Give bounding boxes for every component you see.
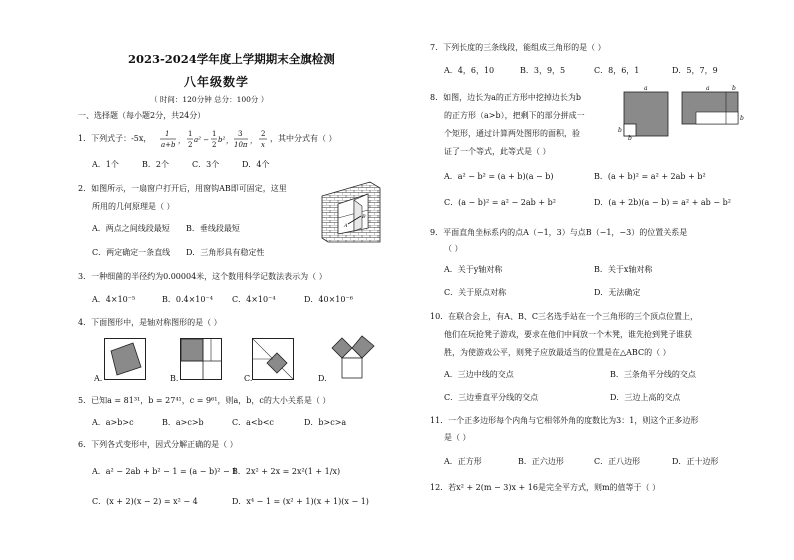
q8-fig-label-b3: b	[732, 85, 736, 92]
q3-option-b[interactable]: B．0.4×10⁻⁴	[162, 295, 213, 304]
q9-option-a[interactable]: A．关于y轴对称	[444, 265, 503, 274]
svg-text:2: 2	[188, 141, 193, 149]
svg-text:10π: 10π	[234, 141, 248, 149]
q3-option-d[interactable]: D．40×10⁻⁶	[304, 295, 353, 304]
q7-option-b[interactable]: B．3，9，5	[520, 66, 566, 75]
q6-option-b[interactable]: B．2x² + 2x = 2x²(1 + 1/x)	[232, 467, 341, 476]
q2-window-figure	[318, 180, 384, 246]
q4-option-d[interactable]: D.	[318, 374, 327, 383]
q8-option-a[interactable]: A．a² − b² = (a + b)(a − b)	[444, 172, 554, 181]
q4-option-a[interactable]: A.	[94, 374, 103, 383]
q10-line1: 10．在联合会上，有A、B、C三名选手站在一个三角形的三个顶点位置上，	[430, 312, 698, 321]
q6-option-d[interactable]: D．x⁴ − 1 = (x² + 1)(x + 1)(x − 1)	[232, 497, 369, 506]
q6-stem: 6．下列各式变形中，因式分解正确的是（ ）	[78, 440, 238, 449]
q6-option-c[interactable]: C．(x + 2)(x − 2) = x² − 4	[92, 497, 198, 506]
q8-line4: 证了一个等式，此等式是（ ）	[444, 147, 551, 156]
svg-text:1: 1	[212, 130, 217, 138]
q8-option-d[interactable]: D．(a + 2b)(a − b) = a² + ab − b²	[594, 198, 731, 207]
q9-line1: 9．平面直角坐标系内的点A（−1，3）与点B（−1，−3）的位置关系是	[430, 228, 688, 237]
q2-fig-label-a: A	[344, 223, 348, 229]
q8-fig-label-a1: a	[644, 85, 648, 92]
q4-figure-c-shape	[253, 339, 293, 379]
q4-option-b[interactable]: B.	[170, 374, 179, 383]
q11-line1: 11．一个正多边形每个内角与它相邻外角的度数比为3：1，则这个正多边形	[430, 416, 699, 425]
q8-option-c[interactable]: C．(a − b)² = a² − 2ab + b²	[444, 198, 556, 207]
q10-option-b[interactable]: B．三条角平分线的交点	[610, 370, 696, 379]
svg-text:x: x	[261, 141, 265, 149]
svg-text:b²: b²	[218, 136, 226, 144]
q11-option-b[interactable]: B．正六边形	[518, 457, 564, 466]
q1-expr1-num: 1	[165, 130, 170, 138]
q2-fig-label-b: B	[362, 214, 366, 220]
q2-line2: 所用的几何原理是（ ）	[92, 202, 175, 211]
svg-text:a² −: a² −	[194, 136, 210, 144]
q11-option-a[interactable]: A．正方形	[444, 457, 482, 466]
q7-option-a[interactable]: A．4，6，10	[444, 66, 495, 75]
q6-option-a[interactable]: A．a² − 2ab + b² − 1 = (a − b)² − 1	[92, 467, 238, 476]
q9-option-c[interactable]: C．关于原点对称	[444, 288, 507, 297]
q4-option-c[interactable]: C.	[244, 374, 253, 383]
q1-option-c[interactable]: C．3个	[192, 160, 220, 169]
q9-option-d[interactable]: D．无法确定	[594, 288, 641, 297]
q5-stem: 5．已知a = 81³¹，b = 27⁴¹，c = 9⁶¹，则a，b，c的大小关系是（ ）	[78, 396, 331, 405]
q10-option-d[interactable]: D．三边上高的交点	[610, 393, 681, 402]
q1-option-d[interactable]: D．4个	[242, 160, 270, 169]
q5-option-b[interactable]: B．a>c>b	[162, 418, 204, 427]
q10-option-c[interactable]: C．三边垂直平分线的交点	[444, 393, 539, 402]
exam-title: 2023-2024学年度上学期期末全旗检测	[128, 52, 335, 66]
q2-option-d[interactable]: D．三角形具有稳定性	[186, 248, 265, 257]
q2-option-b[interactable]: B．垂线段最短	[186, 224, 240, 233]
q8-option-b[interactable]: B．(a + b)² = a² + 2ab + b²	[594, 172, 706, 181]
q3-option-a[interactable]: A．4×10⁻⁵	[92, 295, 136, 304]
q1-expr1-den: a+b	[161, 141, 176, 149]
q2-option-a[interactable]: A．两点之间线段最短	[92, 224, 170, 233]
q9-line2: （ ）	[444, 244, 463, 253]
q4-figure-b-shape	[181, 339, 221, 379]
q9-option-b[interactable]: B．关于x轴对称	[594, 265, 653, 274]
q8-fig-label-b2: b	[628, 135, 632, 140]
svg-text:，: ，	[226, 137, 233, 145]
q10-option-a[interactable]: A．三边中线的交点	[444, 370, 514, 379]
q7-stem: 7．下列长度的三条线段，能组成三角形的是（ ）	[430, 43, 606, 52]
q1-stem: 1．下列式子：-5x，	[78, 134, 152, 143]
section-heading: 一、选择题（每小题2分，共24分）	[78, 111, 206, 120]
q4-figure-d[interactable]	[328, 334, 376, 380]
svg-text:，: ，	[250, 137, 257, 145]
q8-square-rectangle-figure	[618, 84, 746, 140]
svg-text:2: 2	[261, 130, 266, 138]
svg-text:，: ，	[178, 137, 185, 145]
q4-figure-a-shape	[105, 339, 145, 379]
q2-line1: 2．如图所示，一扇窗户打开后，用窗钩AB即可固定，这里	[78, 184, 287, 193]
q8-fig-label-a2: a	[706, 85, 710, 92]
q1-tail: ，其中分式有（ ）	[270, 134, 337, 143]
q5-option-c[interactable]: C．a<b<c	[232, 418, 274, 427]
q4-stem: 4．下面图形中，是轴对称图形的是（ ）	[78, 318, 222, 327]
q8-fig-label-b4: b	[740, 115, 744, 122]
q12-stem: 12．若x² + 2(m − 3)x + 16是完全平方式，则m的值等于（ ）	[430, 483, 661, 492]
q3-option-c[interactable]: C．4×10⁻⁴	[232, 295, 276, 304]
q11-option-d[interactable]: D．正十边形	[672, 457, 719, 466]
q7-option-c[interactable]: C．8，6，1	[594, 66, 640, 75]
q4-figure-b[interactable]	[180, 338, 222, 380]
exam-subject: 八年级数学	[184, 75, 250, 89]
q8-line1: 8．如图，边长为a的正方形中挖掉边长为b	[430, 93, 581, 102]
q3-stem: 3．一种细菌的半径约为0.00004米，这个数用科学记数法表示为（ ）	[78, 272, 327, 281]
svg-text:1: 1	[188, 130, 193, 138]
q5-option-a[interactable]: A．a>b>c	[92, 418, 134, 427]
q8-line3: 个矩形，通过计算两处图形的面积，验	[444, 129, 580, 138]
exam-info: （ 时间：120分钟 总分：100分 ）	[150, 95, 269, 104]
q10-line3: 胜，为使游戏公平，则凳子应放最适当的位置是在△ABC的（ ）	[444, 348, 671, 357]
q1-option-a[interactable]: A．1个	[92, 160, 119, 169]
q4-figure-a[interactable]	[104, 338, 146, 380]
q10-line2: 他们在玩抢凳子游戏，要求在他们中间放一个木凳，谁先抢到凳子谁获	[444, 330, 692, 339]
q4-figure-c[interactable]	[252, 338, 294, 380]
q11-line2: 是（ ）	[444, 433, 471, 442]
svg-text:2: 2	[212, 141, 217, 149]
q11-option-c[interactable]: C．正八边形	[594, 457, 641, 466]
svg-text:3: 3	[238, 130, 243, 138]
q7-option-d[interactable]: D．5，7，9	[672, 66, 718, 75]
q1-option-b[interactable]: B．2个	[142, 160, 169, 169]
q5-option-d[interactable]: D．b>c>a	[304, 418, 347, 427]
q2-option-c[interactable]: C．两定确定一条直线	[92, 248, 171, 257]
q8-fig-label-b1: b	[618, 127, 622, 134]
q8-line2: 的正方形（a>b），把剩下的部分拼成一	[444, 111, 585, 120]
